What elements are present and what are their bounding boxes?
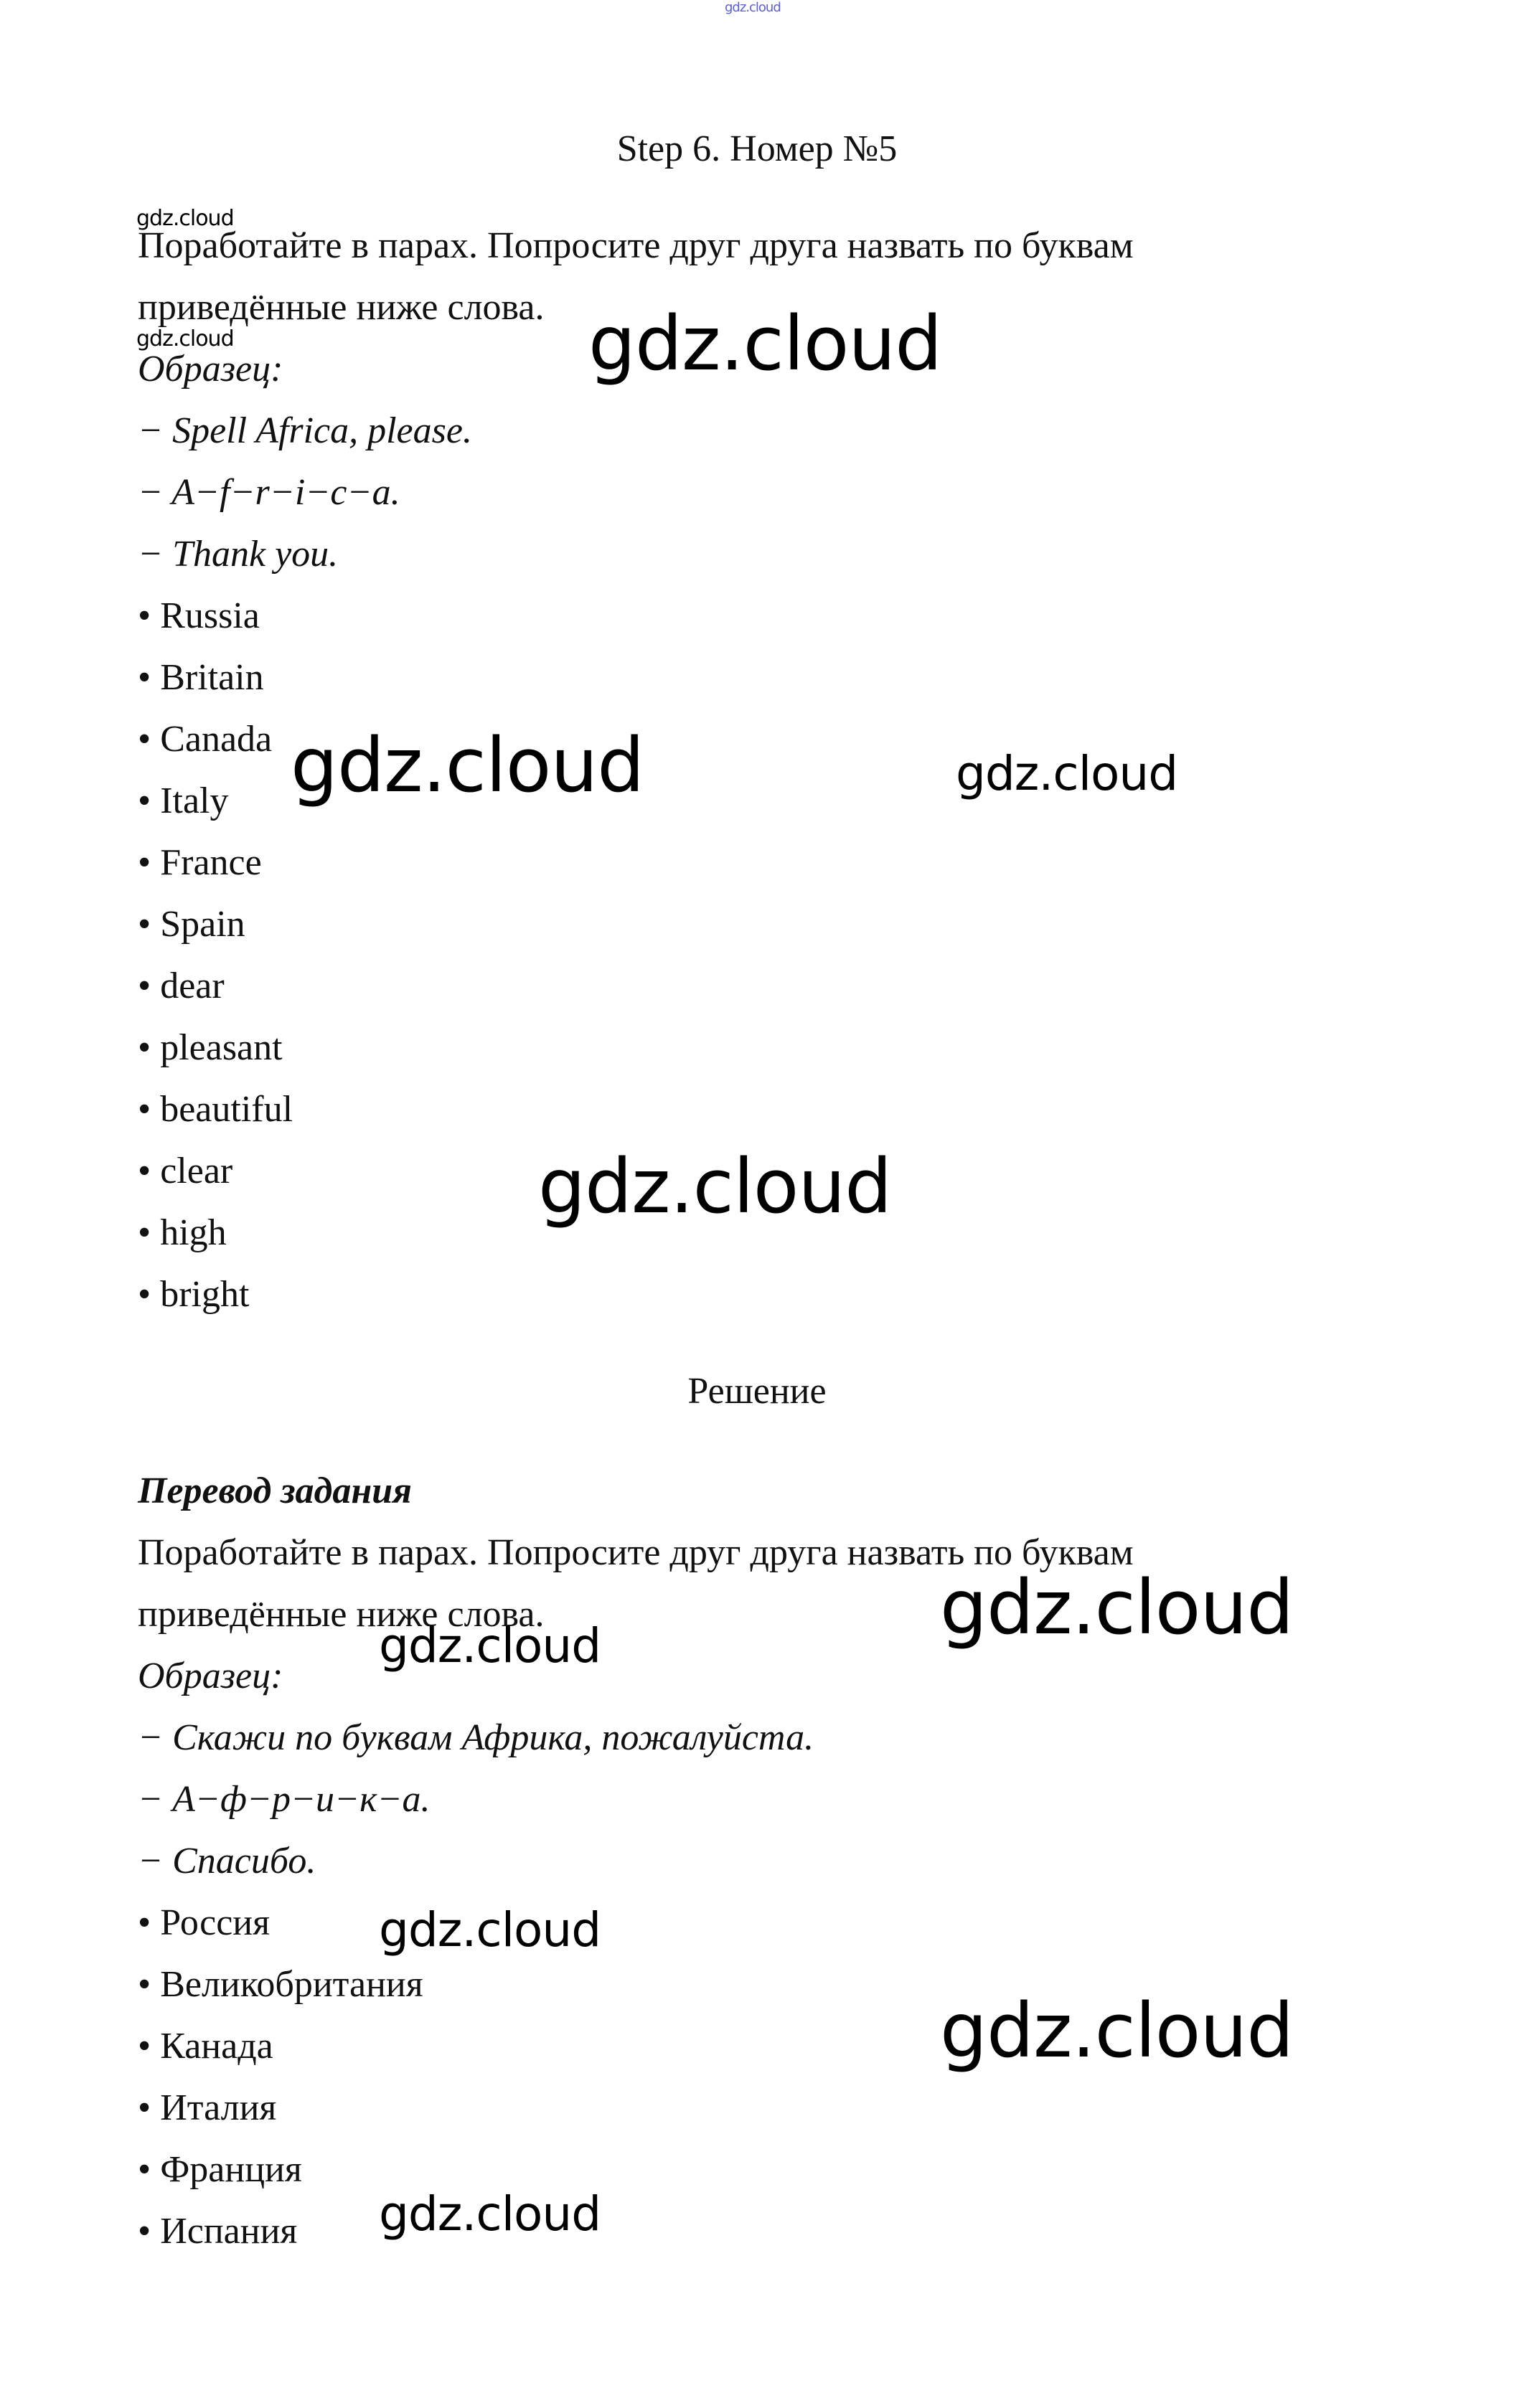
solution-dialog-line: − Спасибо. bbox=[138, 1841, 316, 1881]
solution-dialog-line: − Скажи по буквам Африка, пожалуйста. bbox=[138, 1717, 814, 1758]
watermark-small: gdz.cloud bbox=[136, 326, 234, 351]
task-word-item: • beautiful bbox=[138, 1089, 293, 1130]
watermark-medium: gdz.cloud bbox=[956, 746, 1178, 801]
translation-title: Перевод задания bbox=[138, 1470, 412, 1511]
task-word-item: • France bbox=[138, 842, 262, 883]
solution-heading: Решение bbox=[687, 1371, 827, 1412]
solution-word-item: • Италия bbox=[138, 2087, 277, 2128]
task-dialog-line: − Spell Africa, please. bbox=[138, 410, 472, 451]
watermark-large: gdz.cloud bbox=[940, 1987, 1294, 2074]
task-word-item: • Italy bbox=[138, 780, 229, 821]
solution-word-item: • Испания bbox=[138, 2211, 298, 2252]
watermark-large: gdz.cloud bbox=[538, 1143, 892, 1230]
page-title: Step 6. Номер №5 bbox=[616, 128, 898, 169]
solution-word-item: • Россия bbox=[138, 1902, 271, 1943]
solution-instruction-line1: Поработайте в парах. Попросите друг друга назвать по буквам bbox=[138, 1532, 1134, 1573]
solution-word-item: • Великобритания bbox=[138, 1964, 423, 2005]
watermark-medium: gdz.cloud bbox=[379, 2186, 601, 2242]
task-sample-label: Образец: bbox=[138, 349, 283, 389]
task-word-item: • dear bbox=[138, 965, 225, 1006]
top-watermark: gdz.cloud bbox=[725, 0, 781, 15]
watermark-large: gdz.cloud bbox=[940, 1564, 1294, 1651]
task-word-item: • Russia bbox=[138, 595, 260, 636]
solution-instruction-line2: приведённые ниже слова. bbox=[138, 1594, 545, 1635]
watermark-medium: gdz.cloud bbox=[379, 1902, 601, 1958]
task-instruction-line2: приведённые ниже слова. bbox=[138, 287, 545, 328]
task-word-item: • bright bbox=[138, 1274, 250, 1315]
watermark-large: gdz.cloud bbox=[588, 300, 942, 387]
solution-word-item: • Канада bbox=[138, 2026, 273, 2067]
watermark-medium: gdz.cloud bbox=[379, 1618, 601, 1673]
task-word-item: • Canada bbox=[138, 719, 273, 760]
task-word-item: • Britain bbox=[138, 657, 264, 698]
watermark-small: gdz.cloud bbox=[136, 206, 234, 231]
solution-word-item: • Франция bbox=[138, 2149, 302, 2190]
solution-sample-label: Образец: bbox=[138, 1656, 283, 1696]
solution-dialog-line: − А−ф−р−и−к−а. bbox=[138, 1779, 431, 1820]
task-word-item: • pleasant bbox=[138, 1027, 283, 1068]
task-dialog-line: − A−f−r−i−c−a. bbox=[138, 472, 400, 513]
task-word-item: • Spain bbox=[138, 904, 245, 945]
task-instruction-line1: Поработайте в парах. Попросите друг друга назвать по буквам bbox=[138, 225, 1134, 266]
watermark-large: gdz.cloud bbox=[291, 722, 644, 809]
task-word-item: • high bbox=[138, 1212, 227, 1253]
task-dialog-line: − Thank you. bbox=[138, 534, 339, 575]
task-word-item: • clear bbox=[138, 1151, 233, 1191]
